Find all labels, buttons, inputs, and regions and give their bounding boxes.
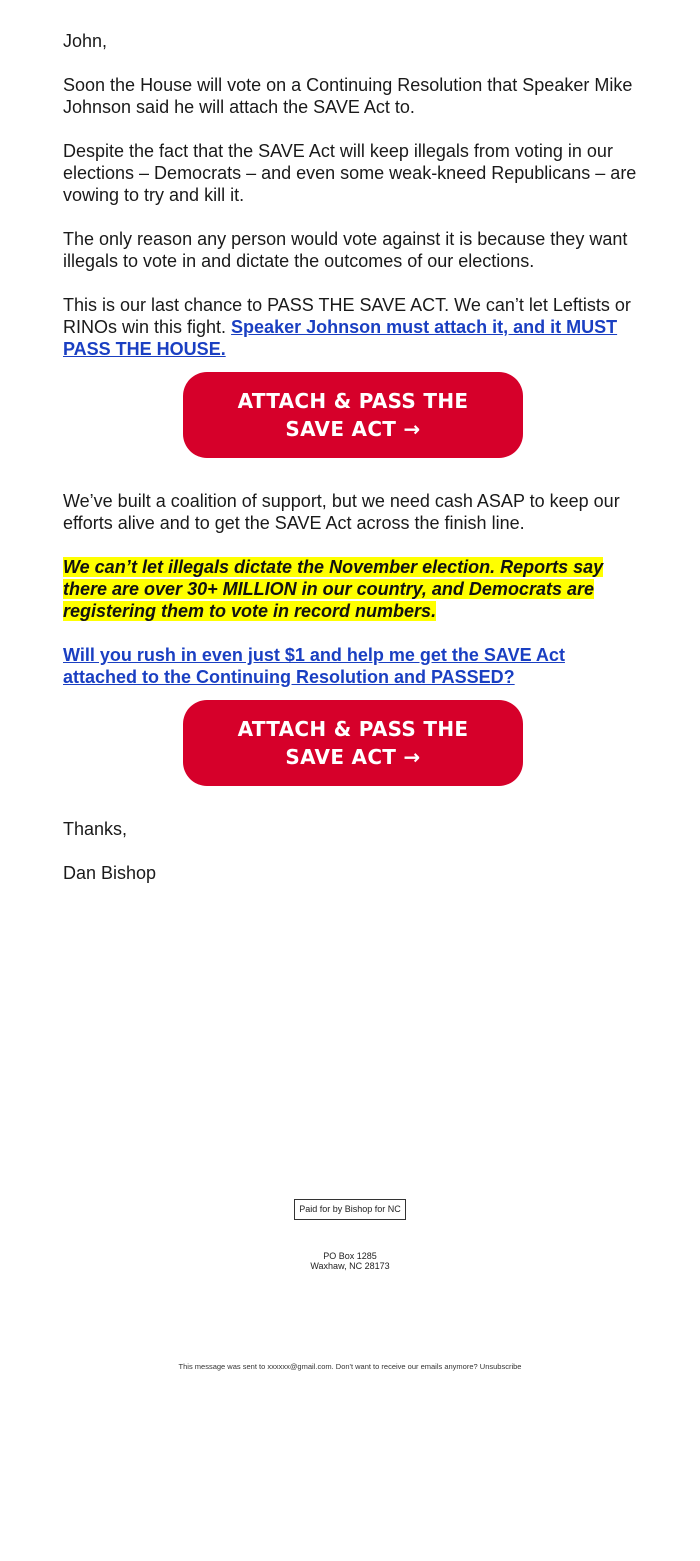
cta-container-1 [63,372,643,458]
paragraph-last-chance [63,294,643,360]
attach-pass-button-2[interactable] [183,700,523,786]
signoff: Thanks, [63,819,128,839]
paid-for-disclaimer [0,1199,700,1220]
unsubscribe-footer [0,1362,700,1371]
email-body [63,30,643,906]
signature: Dan Bishop [63,863,157,883]
cta-1-line-2: SAVE ACT → [285,417,421,441]
mailing-address [0,1251,700,1271]
cta-2-line-1: ATTACH & PASS THE [237,717,469,741]
paragraph-democrats-oppose: Despite the fact that the SAVE Act will keep illegals from voting in our elections – Democrats – and even some weak-kneed Republicans – are vowing to try and kill it. [63,141,637,205]
paragraph-highlight [63,556,643,622]
cta-2-line-2: SAVE ACT → [285,745,421,769]
cta-1-line-1: ATTACH & PASS THE [237,389,469,413]
paragraph-only-reason: The only reason any person would vote against it is because they want illegals to vote in and dictate the outcomes of our elections. [63,229,628,271]
attach-pass-button-1[interactable] [183,372,523,458]
address-line-1: PO Box 1285 [323,1251,377,1261]
unsubscribe-link[interactable]: Unsubscribe [479,1362,522,1371]
donate-ask-link[interactable]: Will you rush in even just $1 and help me get the SAVE Act attached to the Continuing Resolution and PASSED? [63,645,565,687]
cta-container-2 [63,700,643,786]
paragraph-coalition: We’ve built a coalition of support, but we need cash ASAP to keep our efforts alive and to get the SAVE Act across the finish line. [63,491,620,533]
last-chance-text: This is our last chance to PASS THE SAVE ACT. We can’t let Leftists or RINOs win this fight. [63,295,631,337]
speaker-johnson-link[interactable]: Speaker Johnson must attach it, and it MUST PASS THE HOUSE. [63,317,618,359]
paid-for-text: Paid for by Bishop for NC [294,1199,406,1220]
greeting: John, [63,31,108,51]
address-line-2: Waxhaw, NC 28173 [310,1261,390,1271]
highlighted-text: We can’t let illegals dictate the November election. Reports say there are over 30+ MILLION in our country, and Democrats are registering them to vote in record numbers. [63,557,604,621]
paragraph-ask [63,644,643,688]
paragraph-house-vote: Soon the House will vote on a Continuing Resolution that Speaker Mike Johnson said he will attach the SAVE Act to. [63,75,633,117]
sent-to-text: This message was sent to xxxxxx@gmail.com. Don't want to receive our emails anymore? [178,1362,480,1371]
